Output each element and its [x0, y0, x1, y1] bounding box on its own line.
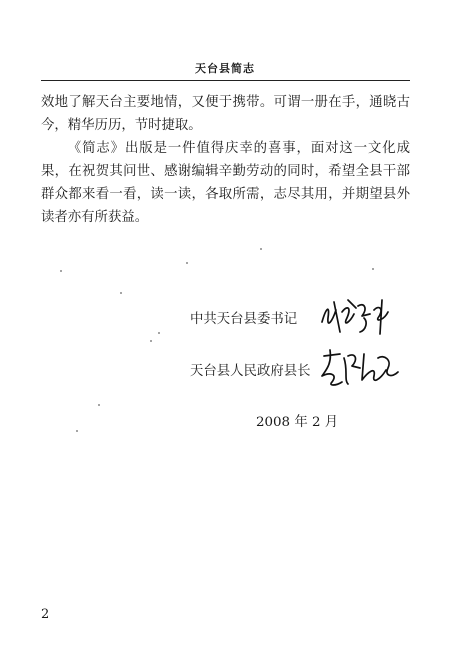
handwritten-signature-party-secretary: [318, 292, 398, 340]
signatory-title-party-secretary: 中共天台县委书记: [190, 312, 298, 327]
scan-speck: [60, 270, 62, 272]
scan-speck: [186, 262, 188, 264]
paragraph-preface: 《简志》出版是一件值得庆幸的喜事，面对这一文化成果，在祝贺其问世、感谢编辑辛勤劳动的同时，希望全县干部群众都来看一看，读一读，各取所需，志尽其用，并期望县外读者亦有所获益。: [41, 141, 410, 225]
page-number: 2: [41, 607, 50, 622]
running-header-title: 天台县简志: [195, 62, 255, 75]
body-text: [41, 91, 410, 229]
handwritten-signature-county-head: [318, 346, 402, 390]
scan-speck: [76, 430, 78, 432]
scan-speck: [150, 340, 152, 342]
header-rule: [41, 80, 410, 81]
scan-speck: [98, 404, 100, 406]
scan-speck: [158, 332, 160, 334]
paragraph-continued: 效地了解天台主要地情，又便于携带。可谓一册在手，通晓古今，精华历历，节时捷取。: [41, 95, 410, 133]
scan-speck: [372, 268, 374, 270]
scan-speck: [120, 292, 122, 294]
signatory-title-county-head: 天台县人民政府县长: [190, 364, 311, 379]
scan-speck: [260, 248, 262, 250]
date-line: 2008 年 2 月: [256, 415, 339, 430]
